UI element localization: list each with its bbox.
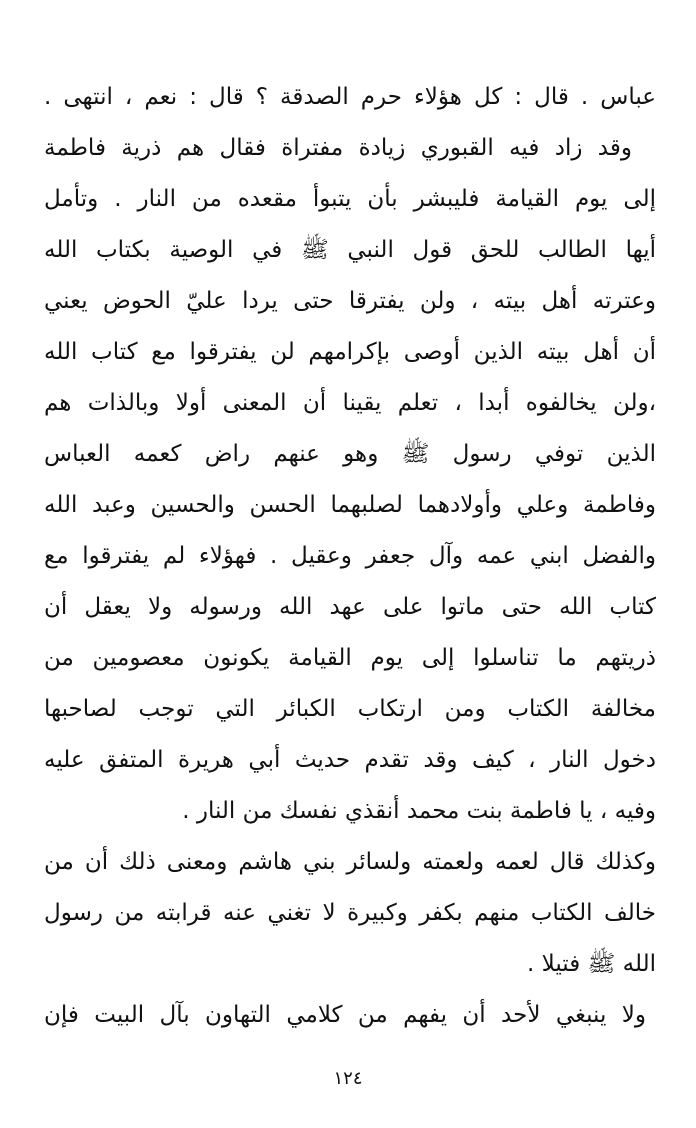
text-line: وقد زاد فيه القبوري زيادة مفتراة فقال هم ذرية فاطمة [44, 135, 632, 161]
text-line: عباس . قال : كل هؤلاء حرم الصدقة ؟ قال : نعم ، انتهى . [44, 84, 656, 110]
text-line: إلى يوم القيامة فليبشر بأن يتبوأ مقعده من النار . وتأمل [44, 186, 656, 212]
body-text [44, 72, 656, 1041]
text-line: وكذلك قال لعمه ولعمته ولسائر بني هاشم ومعنى ذلك أن من [44, 849, 656, 875]
text-line: دخول النار ، كيف وقد تقدم حديث أبي هريرة المتفق عليه [44, 747, 656, 773]
text-line: والفضل ابني عمه وآل جعفر وعقيل . فهؤلاء لم يفترقوا مع [44, 543, 656, 569]
text-line: الذين توفي رسول ﷺ وهو عنهم راض كعمه العباس [44, 441, 656, 467]
text-line: ذريتهم ما تناسلوا إلى يوم القيامة يكونون معصومين من [44, 645, 656, 671]
page-number: ١٢٤ [333, 1068, 363, 1089]
text-line: وفيه ، يا فاطمة بنت محمد أنقذي نفسك من النار . [182, 798, 656, 824]
text-line: ولا ينبغي لأحد أن يفهم من كلامي التهاون بآل البيت فإن [44, 1002, 646, 1028]
text-line: ،ولن يخالفوه أبدا ، تعلم يقينا أن المعنى أولا وبالذات هم [44, 390, 656, 416]
text-line: وفاطمة وعلي وأولادهما لصلبهما الحسن والحسين وعبد الله [44, 492, 656, 518]
text-line: الله ﷺ فتيلا . [527, 951, 656, 977]
text-line: أيها الطالب للحق قول النبي ﷺ في الوصية بكتاب الله [44, 237, 656, 263]
text-line: أن أهل بيته الذين أوصى بإكرامهم لن يفترقوا مع كتاب الله [44, 339, 656, 365]
text-line: خالف الكتاب منهم بكفر وكبيرة لا تغني عنه قرابته من رسول [44, 900, 656, 926]
text-line: مخالفة الكتاب ومن ارتكاب الكبائر التي توجب لصاحبها [44, 696, 656, 722]
text-line: كتاب الله حتى ماتوا على عهد الله ورسوله ولا يعقل أن [44, 594, 656, 620]
text-line: وعترته أهل بيته ، ولن يفترقا حتى يردا عليّ الحوض يعني [44, 288, 656, 314]
